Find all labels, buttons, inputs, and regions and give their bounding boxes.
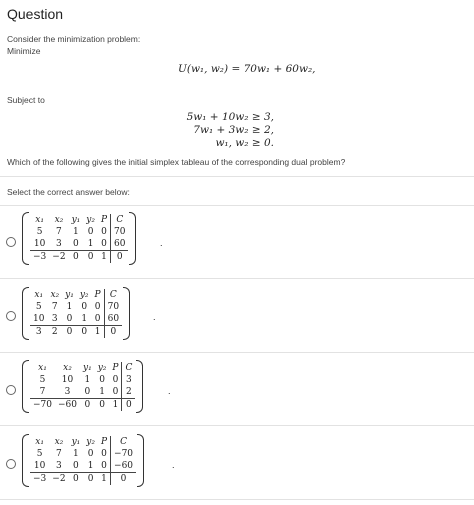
cell: 0 xyxy=(112,387,119,397)
cell: 70 xyxy=(111,226,129,238)
objective-function: U(w₁, w₂) = 70w₁ + 60w₂, xyxy=(178,63,316,75)
col-header: y₂ xyxy=(97,363,107,373)
cell: 10 xyxy=(61,375,74,385)
divider xyxy=(0,278,474,279)
col-header: P xyxy=(100,437,108,447)
col-header: C xyxy=(111,214,129,226)
col-header: P xyxy=(112,363,119,373)
cell: 0 xyxy=(95,399,110,412)
trailing-period: . xyxy=(160,238,163,248)
cell: 7 xyxy=(56,449,62,459)
cell: 1 xyxy=(66,302,73,312)
cell: 0 xyxy=(62,326,77,339)
cell: 1 xyxy=(81,314,88,324)
cell: −60 xyxy=(111,460,137,473)
cell: 0 xyxy=(104,326,122,339)
col-header: y₁ xyxy=(71,437,81,447)
cell: 1 xyxy=(109,399,122,412)
cell: 3 xyxy=(30,326,47,339)
tableau-option-1 xyxy=(30,214,128,263)
tableau-table xyxy=(30,214,128,263)
cell: 0 xyxy=(73,239,79,249)
cell: 3 xyxy=(56,461,62,471)
right-bracket xyxy=(129,212,136,265)
col-header: y₂ xyxy=(86,437,95,447)
col-header: x₁ xyxy=(35,215,44,225)
radio-button-option-4[interactable] xyxy=(6,459,16,469)
right-bracket xyxy=(123,287,130,340)
question-prompt: Which of the following gives the initial simplex tableau of the corresponding dual problem? xyxy=(7,157,346,167)
cell: 0 xyxy=(101,461,107,471)
cell: 2 xyxy=(47,326,62,339)
tableau-option-4 xyxy=(30,436,136,485)
col-header: P xyxy=(94,290,101,300)
cell: 7 xyxy=(39,387,46,397)
left-bracket xyxy=(22,287,29,340)
col-header: y₁ xyxy=(71,215,81,225)
question-title: Question xyxy=(7,6,64,22)
cell: 0 xyxy=(69,473,84,486)
cell: −3 xyxy=(30,473,49,486)
cell: 70 xyxy=(104,301,122,313)
col-header: x₂ xyxy=(63,363,72,373)
cell: 2 xyxy=(122,386,135,399)
trailing-period: . xyxy=(153,312,156,322)
cell: 0 xyxy=(80,399,95,412)
col-header: y₁ xyxy=(65,290,74,300)
left-bracket xyxy=(22,434,29,487)
radio-button-option-1[interactable] xyxy=(6,237,16,247)
cell: −70 xyxy=(30,399,55,412)
col-header: C xyxy=(111,436,137,448)
subject-to-label: Subject to xyxy=(7,95,45,105)
cell: 0 xyxy=(101,449,107,459)
divider xyxy=(0,499,474,500)
divider xyxy=(0,425,474,426)
left-bracket xyxy=(22,212,29,265)
constraint-2: 7w₁ + 3w₂ ≥ 2, xyxy=(193,124,274,136)
cell: 0 xyxy=(99,375,105,385)
cell: 60 xyxy=(104,313,122,326)
cell: −2 xyxy=(49,473,68,486)
cell: 1 xyxy=(98,473,111,486)
constraint-1: 5w₁ + 10w₂ ≥ 3, xyxy=(186,111,274,123)
cell: −2 xyxy=(49,251,68,264)
cell: 0 xyxy=(66,314,73,324)
cell: 0 xyxy=(122,399,135,412)
cell: 1 xyxy=(87,461,94,471)
trailing-period: . xyxy=(168,386,171,396)
cell: 3 xyxy=(122,374,135,386)
col-header: x₁ xyxy=(34,290,44,300)
radio-button-option-3[interactable] xyxy=(6,385,16,395)
col-header: C xyxy=(104,289,122,301)
constraint-3: w₁, w₂ ≥ 0. xyxy=(215,137,274,149)
cell: 1 xyxy=(92,326,105,339)
cell: 0 xyxy=(94,314,101,324)
cell: 0 xyxy=(112,375,119,385)
cell: 7 xyxy=(51,302,58,312)
tableau-option-2 xyxy=(30,289,122,338)
intro-text: Consider the minimization problem: xyxy=(7,34,141,44)
divider xyxy=(0,352,474,353)
col-header: y₂ xyxy=(79,290,89,300)
tableau-table xyxy=(30,436,136,485)
cell: 0 xyxy=(87,227,94,237)
col-header: y₂ xyxy=(86,215,95,225)
minimize-label: Minimize xyxy=(7,46,41,56)
cell: 0 xyxy=(83,251,98,264)
trailing-period: . xyxy=(172,460,175,470)
col-header: x₁ xyxy=(38,363,47,373)
cell: 3 xyxy=(56,239,62,249)
cell: 0 xyxy=(84,387,91,397)
cell: 0 xyxy=(87,449,94,459)
cell: 1 xyxy=(99,387,105,397)
tableau-table xyxy=(30,289,122,338)
col-header: y₁ xyxy=(83,363,92,373)
cell: 0 xyxy=(73,461,79,471)
cell: −70 xyxy=(111,448,137,460)
cell: 10 xyxy=(33,314,45,324)
cell: −60 xyxy=(55,399,80,412)
cell: 60 xyxy=(111,238,129,251)
col-header: P xyxy=(100,215,108,225)
right-bracket xyxy=(136,360,143,413)
right-bracket xyxy=(137,434,144,487)
cell: 1 xyxy=(84,375,91,385)
cell: 0 xyxy=(101,227,107,237)
col-header: x₂ xyxy=(50,290,60,300)
cell: 10 xyxy=(33,239,46,249)
cell: 0 xyxy=(69,251,84,264)
cell: 1 xyxy=(73,449,79,459)
cell: 0 xyxy=(111,251,129,264)
cell: 5 xyxy=(36,227,43,237)
col-header: x₂ xyxy=(54,215,64,225)
cell: 1 xyxy=(87,239,94,249)
cell: 1 xyxy=(73,227,79,237)
radio-button-option-2[interactable] xyxy=(6,311,16,321)
cell: 0 xyxy=(94,302,101,312)
cell: 0 xyxy=(77,326,92,339)
cell: 7 xyxy=(56,227,62,237)
cell: 3 xyxy=(64,387,71,397)
col-header: C xyxy=(122,362,135,374)
cell: 0 xyxy=(81,302,88,312)
tableau-table xyxy=(30,362,135,411)
cell: 0 xyxy=(101,239,107,249)
cell: −3 xyxy=(30,251,49,264)
cell: 5 xyxy=(39,375,46,385)
cell: 5 xyxy=(35,302,42,312)
col-header: x₁ xyxy=(35,437,44,447)
cell: 0 xyxy=(83,473,98,486)
cell: 5 xyxy=(36,449,43,459)
col-header: x₂ xyxy=(54,437,64,447)
left-bracket xyxy=(22,360,29,413)
cell: 0 xyxy=(111,473,137,486)
tableau-option-3 xyxy=(30,362,135,411)
cell: 1 xyxy=(98,251,111,264)
cell: 3 xyxy=(51,314,58,324)
cell: 10 xyxy=(33,461,46,471)
divider xyxy=(0,176,474,177)
answer-prompt: Select the correct answer below: xyxy=(7,187,130,197)
divider xyxy=(0,205,474,206)
